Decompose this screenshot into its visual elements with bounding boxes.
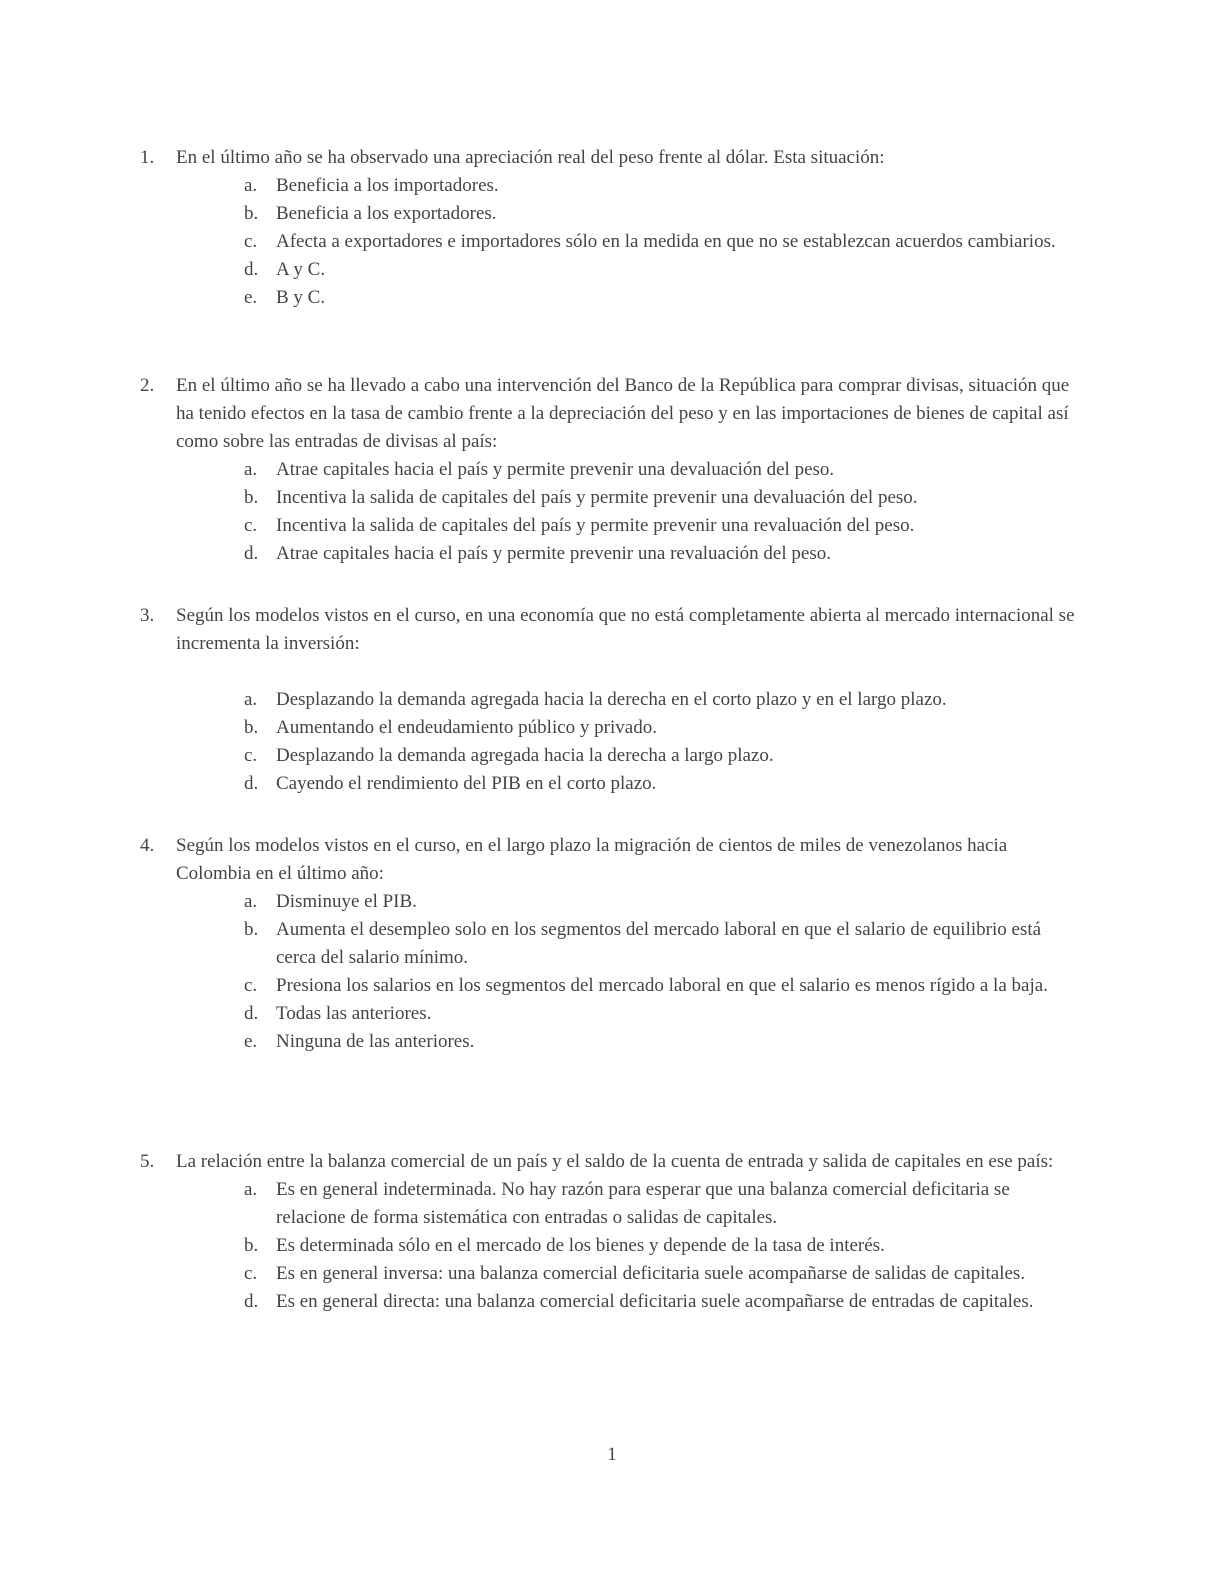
option-c [244,972,1080,1000]
option-letter: c. [244,1263,258,1284]
option-text: Atrae capitales hacia el país y permite prevenir una revaluación del peso. [276,543,831,564]
option-text: Desplazando la demanda agregada hacia la derecha a largo plazo. [276,745,774,766]
option-text: Incentiva la salida de capitales del país y permite prevenir una devaluación del peso. [276,487,918,508]
option-c [244,512,1080,540]
option-c [244,1260,1080,1288]
option-a [244,1176,1080,1232]
option-letter: b. [244,717,259,738]
option-letter: a. [244,459,258,480]
option-text: Incentiva la salida de capitales del país y permite prevenir una revaluación del peso. [276,515,915,536]
question-number: 3. [140,605,155,626]
option-letter: d. [244,1291,259,1312]
option-e [244,284,1080,312]
question-number: 1. [140,147,155,168]
option-text: Aumentando el endeudamiento público y privado. [276,717,657,738]
options-list [140,686,1080,798]
option-a [244,888,1080,916]
option-text: Presiona los salarios en los segmentos del mercado laboral en que el salario es menos rígido a la baja. [276,975,1048,996]
option-letter: b. [244,487,259,508]
option-letter: b. [244,203,259,224]
option-text: A y C. [276,259,326,280]
question-text: En el último año se ha observado una apreciación real del peso frente al dólar. Esta situación: [176,147,885,168]
option-letter: c. [244,745,258,766]
question-5 [140,1148,1080,1316]
option-c [244,742,1080,770]
option-letter: c. [244,231,258,252]
option-letter: a. [244,891,258,912]
question-4 [140,832,1080,1056]
option-text: Beneficia a los exportadores. [276,203,497,224]
option-b [244,714,1080,742]
option-text: Es en general directa: una balanza comercial deficitaria suele acompañarse de entradas de capitales. [276,1291,1034,1312]
option-text: Desplazando la demanda agregada hacia la derecha en el corto plazo y en el largo plazo. [276,689,947,710]
question-number: 4. [140,835,155,856]
option-d [244,770,1080,798]
options-list [140,888,1080,1056]
option-a [244,172,1080,200]
option-text: Ninguna de las anteriores. [276,1031,475,1052]
option-d [244,1000,1080,1028]
option-text: Es en general indeterminada. No hay razón para esperar que una balanza comercial deficitaria se relacione de forma sistemática con entradas o salidas de capitales. [276,1179,1010,1228]
option-letter: e. [244,1031,258,1052]
option-d [244,1288,1080,1316]
question-stem [140,1148,1080,1176]
option-e [244,1028,1080,1056]
question-1 [140,144,1080,312]
question-stem [140,144,1080,172]
option-text: B y C. [276,287,326,308]
question-number: 2. [140,375,155,396]
option-text: Atrae capitales hacia el país y permite prevenir una devaluación del peso. [276,459,835,480]
question-number: 5. [140,1151,155,1172]
question-stem [140,602,1080,658]
option-letter: b. [244,1235,259,1256]
option-text: Es en general inversa: una balanza comercial deficitaria suele acompañarse de salidas de capitales. [276,1263,1026,1284]
page-number: 1 [607,1444,617,1465]
option-letter: d. [244,773,259,794]
option-letter: c. [244,975,258,996]
option-letter: a. [244,1179,258,1200]
question-text: Según los modelos vistos en el curso, en una economía que no está completamente abierta al mercado internacional se incrementa la inversión: [176,605,1075,654]
option-c [244,228,1080,256]
option-text: Aumenta el desempleo solo en los segmentos del mercado laboral en que el salario de equilibrio está cerca del salario mínimo. [276,919,1042,968]
question-text: Según los modelos vistos en el curso, en el largo plazo la migración de cientos de miles de venezolanos hacia Colombia en el último año: [176,835,1008,884]
option-letter: c. [244,515,258,536]
option-text: Beneficia a los importadores. [276,175,499,196]
option-text: Cayendo el rendimiento del PIB en el corto plazo. [276,773,657,794]
question-3 [140,602,1080,798]
option-letter: d. [244,259,259,280]
option-letter: a. [244,689,258,710]
option-b [244,484,1080,512]
option-letter: d. [244,1003,259,1024]
options-list [140,1176,1080,1316]
option-d [244,256,1080,284]
option-b [244,916,1080,972]
option-a [244,686,1080,714]
option-b [244,1232,1080,1260]
option-d [244,540,1080,568]
option-letter: a. [244,175,258,196]
option-letter: b. [244,919,259,940]
question-text: En el último año se ha llevado a cabo una intervención del Banco de la República para comprar divisas, situación que ha tenido efectos en la tasa de cambio frente a la depreciación del peso y en las importaciones de bienes de capital así como sobre las entradas de divisas al país: [176,375,1070,452]
question-2 [140,372,1080,568]
option-a [244,456,1080,484]
question-stem [140,832,1080,888]
option-letter: d. [244,543,259,564]
option-text: Todas las anteriores. [276,1003,432,1024]
question-text: La relación entre la balanza comercial de un país y el saldo de la cuenta de entrada y salida de capitales en ese país: [176,1151,1054,1172]
option-b [244,200,1080,228]
option-text: Disminuye el PIB. [276,891,417,912]
options-list [140,172,1080,312]
option-text: Es determinada sólo en el mercado de los bienes y depende de la tasa de interés. [276,1235,885,1256]
options-list [140,456,1080,568]
option-letter: e. [244,287,258,308]
option-text: Afecta a exportadores e importadores sólo en la medida en que no se establezcan acuerdos cambiarios. [276,231,1056,252]
question-stem [140,372,1080,456]
